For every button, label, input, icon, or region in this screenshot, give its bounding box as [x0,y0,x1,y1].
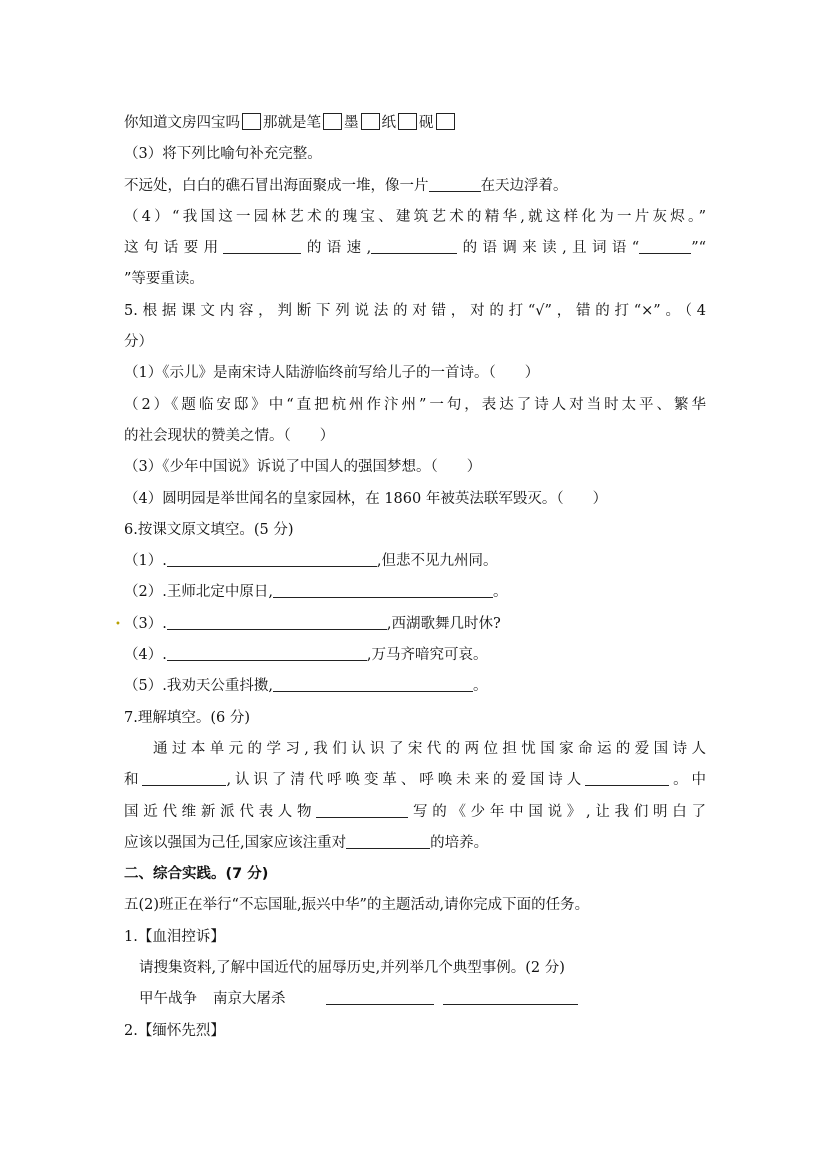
text: ,认识了清代呼唤变革、呼唤未来的爱国诗人 [226,772,586,789]
paragraph-line: 通过本单元的学习,我们认识了宋代的两位担忧国家命运的爱国诗人 [153,740,706,757]
text: （3）. [124,615,167,632]
example-event: 南京大屠杀 [213,991,286,1008]
text: 不远处，白白的礁石冒出海面聚成一堆，像一片 [124,177,429,194]
paragraph-line [124,828,706,859]
question-heading: 7.理解填空。(6 分) [124,709,250,726]
question-line: （3）将下列比喻句补充完整。 [124,146,322,163]
text: 写的《少年中国说》,让我们明白了 [408,803,706,820]
text: 在天边浮着。 [480,177,568,194]
question-line: 分） [124,334,153,351]
text: 和 [124,772,143,789]
true-false-item[interactable]: （1）《示儿》是南宋诗人陆游临终前写给儿子的一首诗。（ ） [124,365,540,382]
text: 这句话要用 [124,240,224,257]
text: 应该以强国为己任,国家应该注重对 [124,834,347,851]
text: 你知道文房四宝吗 [124,115,240,131]
answer-blank[interactable] [167,659,367,661]
text: 。中 [669,772,707,789]
question-heading: 6.按课文原文填空。(5 分) [124,521,294,538]
question-line: ”等要重读。 [124,271,204,288]
answer-blank[interactable] [371,252,457,254]
true-false-item[interactable]: （3）《少年中国说》诉说了中国人的强国梦想。（ ） [124,459,482,476]
text: 的培养。 [430,834,489,851]
answer-blank[interactable] [326,1003,434,1005]
true-false-item-cont[interactable]: 的社会现状的赞美之情。（ ） [124,427,335,444]
stray-dot: • [115,618,121,630]
task-heading: 2.【缅怀先烈】 [124,1022,225,1039]
text: 墨 [344,115,359,131]
punctuation-box[interactable] [242,113,261,130]
answer-blank[interactable] [223,252,301,254]
fill-item [124,546,706,577]
text: 的语速, [301,240,372,257]
task-intro: 五(2)班正在举行“不忘国耻,振兴中华”的主题活动,请你完成下面的任务。 [124,897,590,914]
text: 。 [492,584,508,601]
text: （2）.王师北定中原日, [124,584,273,601]
punctuation-box[interactable] [436,113,455,130]
true-false-item[interactable]: （2）《题临安邸》中“直把杭州作汴州”一句，表达了诗人对当时太平、繁华 [124,396,706,413]
text: 纸 [381,115,396,131]
text: 砚 [419,115,434,131]
task-answer-line [124,984,706,1015]
exam-page [115,108,707,1047]
punctuation-box[interactable] [398,113,417,130]
question-line: （4）“我国这一园林艺术的瑰宝、建筑艺术的精华,就这样化为一片灰烬。” [124,208,706,225]
text: 那就是笔 [263,115,321,131]
answer-blank[interactable] [167,628,387,630]
true-false-item[interactable]: （4）圆明园是举世闻名的皇家园林，在 1860 年被英法联军毁灭。（ ） [124,490,608,507]
text: ,西湖歌舞几时休? [386,615,501,632]
answer-blank[interactable] [273,596,493,598]
text: ”“ [691,240,707,257]
paragraph-line [124,797,706,828]
fill-item [124,640,706,671]
example-event: 甲午战争 [139,991,197,1008]
question-line [124,233,706,264]
punctuation-box[interactable] [361,113,380,130]
text: 的语调来读,且词语“ [457,240,640,257]
fill-item [124,577,706,608]
task-instruction: 请搜集资料,了解中国近代的屈辱历史,并列举几个典型事例。(2 分) [139,960,565,977]
task-heading: 1.【血泪控诉】 [124,928,225,945]
answer-blank[interactable] [639,252,691,254]
paragraph-line [124,765,706,796]
punctuation-box[interactable] [323,113,342,130]
question-line [124,171,706,202]
fill-item [124,671,706,702]
answer-blank[interactable] [167,565,377,567]
question-line [124,108,706,139]
answer-blank[interactable] [316,816,408,818]
answer-blank[interactable] [346,847,430,849]
text: 国近代维新派代表人物 [124,803,317,820]
answer-blank[interactable] [443,1003,578,1005]
section-heading: 二、综合实践。(7 分) [124,866,269,883]
text: 。 [472,678,488,695]
text: ,但悲不见九州同。 [376,553,498,570]
answer-blank[interactable] [429,190,481,192]
question-heading: 5.根据课文内容，判断下列说法的对错，对的打“√”，错的打“×”。（4 [124,302,706,319]
answer-blank[interactable] [142,784,226,786]
text: ,万马齐喑究可哀。 [366,647,488,664]
text: （1）. [124,553,167,570]
text: （5）.我劝天公重抖擞, [124,678,273,695]
text: （4）. [124,647,167,664]
fill-item [115,609,706,640]
answer-blank[interactable] [585,784,669,786]
answer-blank[interactable] [273,690,473,692]
